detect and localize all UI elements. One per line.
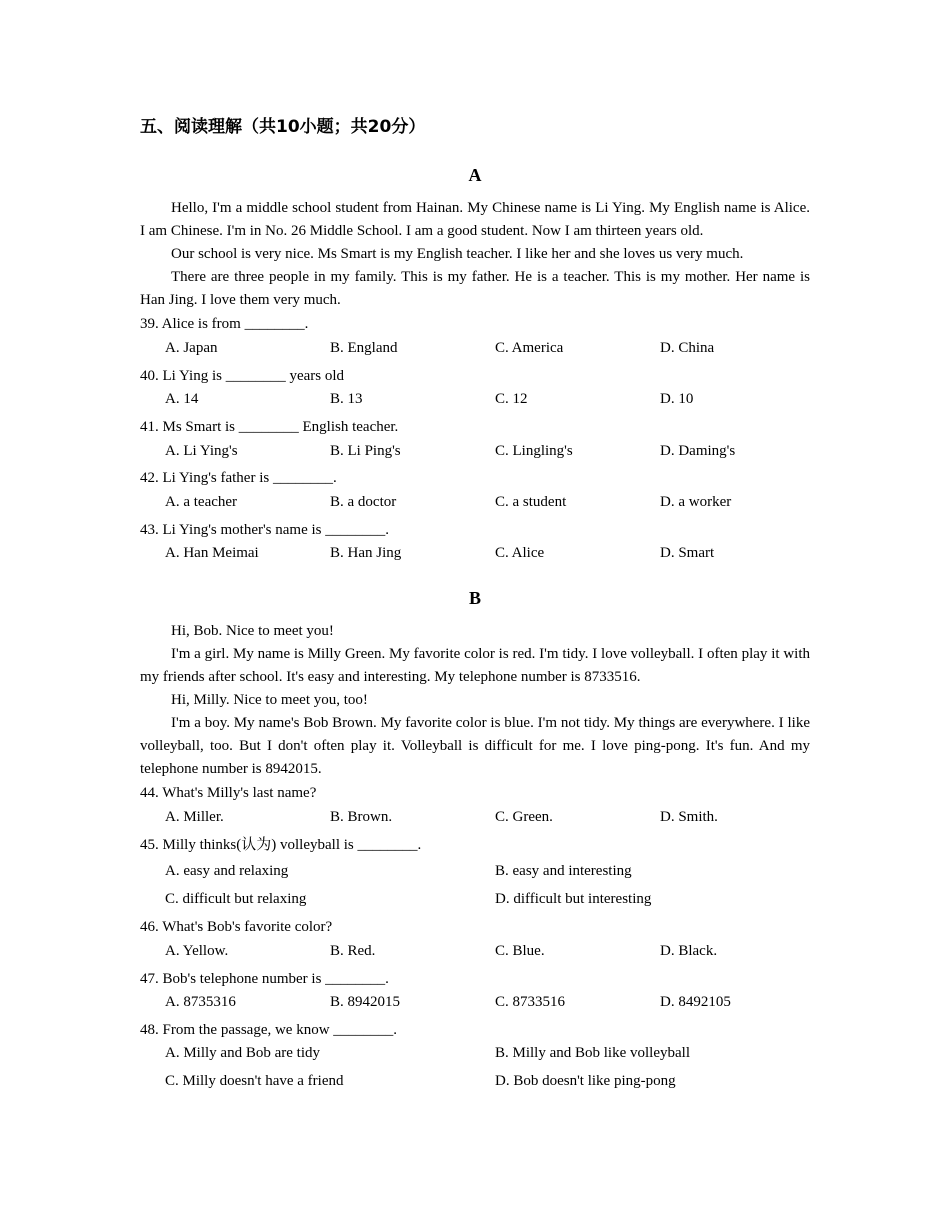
option-a: A. easy and relaxing <box>165 863 289 879</box>
option-b: B. easy and interesting <box>495 863 632 879</box>
option-b: B. Li Ping's <box>330 443 401 459</box>
options-39 <box>165 338 810 358</box>
passage-b-paragraph: Hi, Bob. Nice to meet you! <box>171 623 334 639</box>
option-b: B. Milly and Bob like volleyball <box>495 1045 690 1061</box>
question-44: 44. What's Milly's last name? <box>140 785 317 801</box>
option-b: B. Brown. <box>330 809 393 825</box>
question-45: 45. Milly thinks(认为) volleyball is ________. <box>140 837 422 853</box>
options-45-row2 <box>165 889 810 909</box>
option-a: A. 14 <box>165 391 199 407</box>
option-c: C. difficult but relaxing <box>165 891 307 907</box>
option-d: D. China <box>660 340 715 356</box>
option-a: A. Yellow. <box>165 943 229 959</box>
passage-a-paragraph: Our school is very nice. Ms Smart is my English teacher. I like her and she loves us very much. <box>171 246 744 262</box>
options-43 <box>165 543 810 563</box>
option-d: D. Smith. <box>660 809 718 825</box>
passage-b-paragraph: I'm a girl. My name is Milly Green. My favorite color is red. I'm tidy. I love volleyball. I often play it with my friends after school. It's easy and interesting. My telephone number is 8733516. <box>140 646 810 685</box>
passage-b-paragraph: I'm a boy. My name's Bob Brown. My favorite color is blue. I'm not tidy. My things are everywhere. I like volleyball, too. But I don't often play it. Volleyball is difficult for me. I love ping-pong. It's fun. And my telephone number is 8942015. <box>140 715 810 777</box>
option-a: A. Japan <box>165 340 218 356</box>
option-a: A. Miller. <box>165 809 224 825</box>
passage-b-paragraph: Hi, Milly. Nice to meet you, too! <box>171 692 368 708</box>
option-d: D. Black. <box>660 943 718 959</box>
option-d: D. 8492105 <box>660 994 731 1010</box>
question-46: 46. What's Bob's favorite color? <box>140 919 333 935</box>
option-b: B. 13 <box>330 391 363 407</box>
question-48: 48. From the passage, we know ________. <box>140 1022 398 1038</box>
options-42 <box>165 492 810 512</box>
options-40 <box>165 389 810 409</box>
options-44 <box>165 807 810 827</box>
question-39: 39. Alice is from ________. <box>140 316 309 332</box>
options-45-row1 <box>165 861 810 881</box>
question-40: 40. Li Ying is ________ years old <box>140 368 345 384</box>
option-b: B. Han Jing <box>330 545 402 561</box>
option-a: A. Han Meimai <box>165 545 259 561</box>
options-46 <box>165 941 810 961</box>
option-a: A. a teacher <box>165 494 238 510</box>
question-42: 42. Li Ying's father is ________. <box>140 470 337 486</box>
option-c: C. America <box>495 340 564 356</box>
part-a-heading: A <box>468 165 482 185</box>
option-b: B. 8942015 <box>330 994 401 1010</box>
option-a: A. Li Ying's <box>165 443 238 459</box>
option-c: C. 8733516 <box>495 994 566 1010</box>
option-c: C. Milly doesn't have a friend <box>165 1073 344 1089</box>
question-47: 47. Bob's telephone number is ________. <box>140 971 389 987</box>
option-c: C. a student <box>495 494 567 510</box>
option-c: C. Green. <box>495 809 553 825</box>
question-41: 41. Ms Smart is ________ English teacher. <box>140 419 399 435</box>
passage-a-paragraph: There are three people in my family. This is my father. He is a teacher. This is my mother. Her name is Han Jing. I love them very much. <box>140 269 810 308</box>
option-d: D. difficult but interesting <box>495 891 652 907</box>
option-a: A. Milly and Bob are tidy <box>165 1045 320 1061</box>
option-b: B. England <box>330 340 398 356</box>
option-d: D. Smart <box>660 545 715 561</box>
section-title: 五、阅读理解（共10小题；共20分） <box>140 117 426 137</box>
options-48-row2 <box>165 1071 810 1091</box>
option-d: D. a worker <box>660 494 732 510</box>
passage-a-paragraph: Hello, I'm a middle school student from Hainan. My Chinese name is Li Ying. My English name is Alice. I am Chinese. I'm in No. 26 Middle School. I am a good student. Now I am thirteen years old. <box>140 200 810 239</box>
option-d: D. Bob doesn't like ping-pong <box>495 1073 676 1089</box>
option-c: C. Blue. <box>495 943 545 959</box>
options-47 <box>165 992 810 1012</box>
option-b: B. Red. <box>330 943 376 959</box>
question-43: 43. Li Ying's mother's name is ________. <box>140 522 390 538</box>
option-b: B. a doctor <box>330 494 397 510</box>
option-c: C. Alice <box>495 545 545 561</box>
options-48-row1 <box>165 1043 810 1063</box>
options-41 <box>165 441 810 461</box>
option-d: D. Daming's <box>660 443 736 459</box>
option-a: A. 8735316 <box>165 994 236 1010</box>
part-b-heading: B <box>468 588 481 608</box>
option-d: D. 10 <box>660 391 694 407</box>
option-c: C. Lingling's <box>495 443 573 459</box>
option-c: C. 12 <box>495 391 528 407</box>
